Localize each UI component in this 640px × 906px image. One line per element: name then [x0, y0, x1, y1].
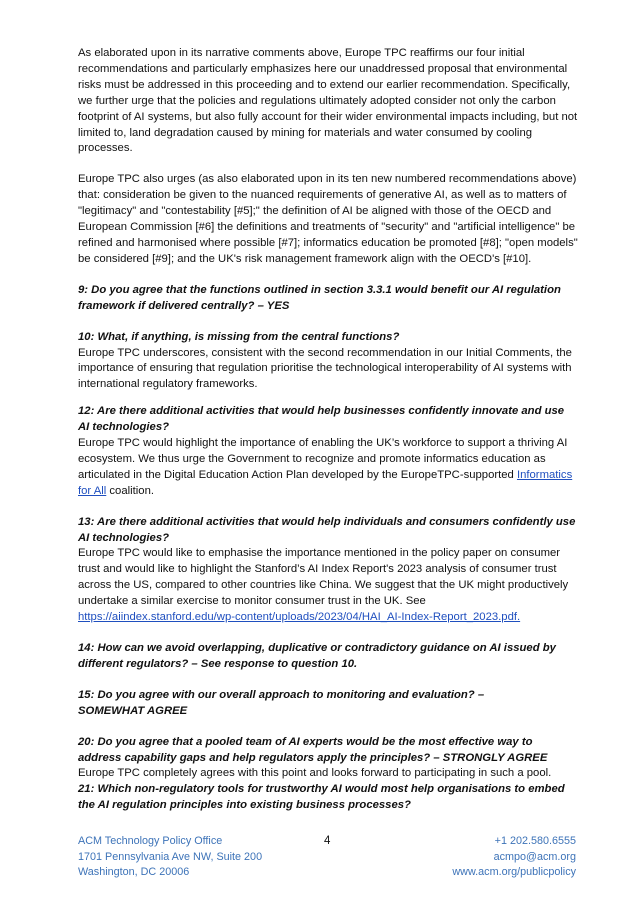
answer-13: [78, 546, 578, 626]
page-content: [78, 46, 578, 814]
footer-phone: +1 202.580.6555: [494, 835, 576, 847]
answer-12: [78, 436, 578, 500]
question-15: [78, 688, 578, 720]
answer-12-text-end: coalition.: [106, 484, 154, 497]
question-10: 10: What, if anything, is missing from the central functions?: [78, 330, 400, 343]
question-15-answer: SOMEWHAT AGREE: [78, 704, 188, 717]
footer-website: www.acm.org/publicpolicy: [452, 866, 576, 878]
footer-email: acmpo@acm.org: [493, 850, 576, 863]
question-21: 21: Which non-regulatory tools for trustworthy AI would most help organisations to embed the AI regulation principles into existing business processes?: [78, 783, 565, 812]
footer-org-name: ACM Technology Policy Office: [78, 835, 223, 847]
ai-index-report-link[interactable]: https://aiindex.stanford.edu/wp-content/uploads/2023/04/HAI_AI-Index-Report_2023.pdf.: [78, 611, 521, 624]
question-14: 14: How can we avoid overlapping, duplicative or contradictory guidance on AI issued by different regulators? – See response to question 10.: [78, 642, 556, 670]
answer-13-text: Europe TPC would like to emphasise the importance mentioned in the policy paper on consumer trust and would like to highlight the Stanford’s AI Index Report's 2023 analysis of consumer trust across the US, compared to other countries like China. We suggest that the UK might productively undertake a similar exercise to monitor consumer trust in the UK. See: [78, 547, 569, 608]
answer-20: Europe TPC completely agrees with this point and looks forward to participating in such a pool.: [78, 767, 552, 780]
question-20: 20: Do you agree that a pooled team of AI experts would be the most effective way to address capability gaps and help regulators apply the principles? – STRONGLY AGREE: [78, 735, 548, 764]
answer-12-text: Europe TPC would highlight the importance of enabling the UK’s workforce to support a thriving AI ecosystem. We thus urge the Government to recognize and promote informatics education as articulated in the Digital Education Action Plan developed by the EuropeTPC-supported: [78, 437, 568, 481]
answer-10: Europe TPC underscores, consistent with the second recommendation in our Initial Comments, the importance of ensuring that regulation prioritise the technological interoperability of AI systems with international regulatory frameworks.: [78, 346, 572, 391]
footer-address-line-1: 1701 Pennsylvania Ave NW, Suite 200: [78, 850, 263, 863]
question-15-text: 15: Do you agree with our overall approach to monitoring and evaluation? –: [78, 688, 485, 701]
question-13: 13: Are there additional activities that would help individuals and consumers confidently use AI technologies?: [78, 515, 576, 544]
informatics-for-all-link[interactable]: Informatics for All: [78, 468, 573, 497]
footer-address-line-2: Washington, DC 20006: [78, 866, 190, 878]
paragraph-recommendations-summary: Europe TPC also urges (as also elaborated upon in its ten new numbered recommendations above) that: consideration be given to the nuanced requirements of generative AI, as well as to matters of "legitimacy" and "contestability [#5];" the definition of AI be aligned with those of the OECD and European Commission [#6] the definitions and treatments of "security" and "artificial intelligence" be refined and harmonised where possible [#7]; informatics education be promoted [#8]; "open models" be considered [#9]; and the UK's risk management framework align with the OECD's [#10].: [78, 173, 578, 265]
footer-address-block: [78, 834, 262, 881]
paragraph-environmental-risks: As elaborated upon in its narrative comments above, Europe TPC reaffirms our four initial recommendations and particularly emphasizes here our unaddressed proposal that environmental risks must be addressed in this proceeding and to extend our earlier recommendation. Specifically, we further urge that the policies and regulations ultimately adopted consider not only the carbon footprint of AI systems, but also fully account for their wider environmental impacts including, but not limited to, land degradation caused by mining for materials and water consumed by cooling processes.: [78, 47, 578, 155]
question-12: 12: Are there additional activities that would help businesses confidently innovate and use AI technologies?: [78, 405, 565, 434]
question-9: 9: Do you agree that the functions outlined in section 3.3.1 would benefit our AI regulation framework if delivered centrally? – YES: [78, 283, 561, 312]
footer-contact-block: [452, 834, 576, 881]
page-number: 4: [324, 835, 331, 847]
